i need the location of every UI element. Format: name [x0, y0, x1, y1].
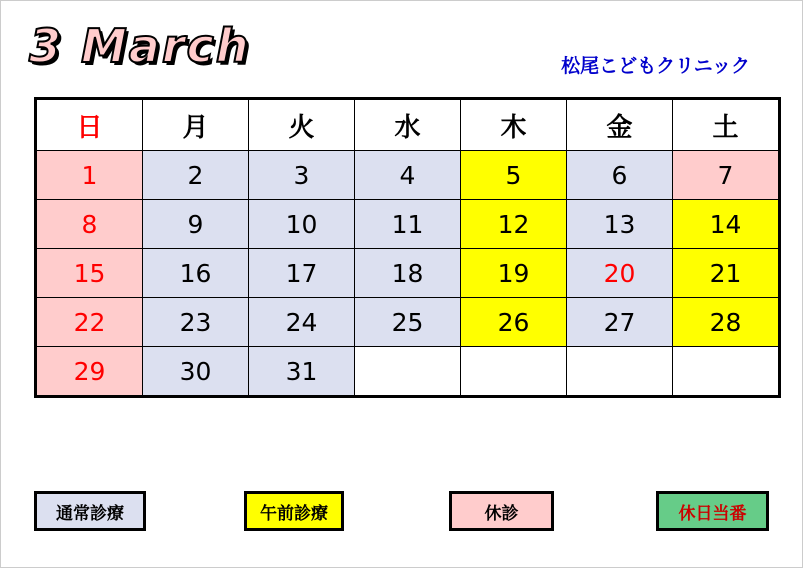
calendar-day-cell[interactable]: 17 [249, 249, 355, 298]
calendar-week-row [36, 200, 780, 249]
calendar-day-cell[interactable]: 28 [673, 298, 780, 347]
calendar-day-cell[interactable]: 13 [567, 200, 673, 249]
legend-item-morning [244, 491, 344, 531]
calendar-day-cell[interactable]: 9 [143, 200, 249, 249]
weekday-header-tue: 火 [249, 99, 355, 151]
legend-label: 午前診療 [260, 503, 328, 524]
calendar-day-cell[interactable]: 4 [355, 151, 461, 200]
calendar-day-cell[interactable]: 14 [673, 200, 780, 249]
weekday-header-sat: 土 [673, 99, 780, 151]
calendar-day-cell[interactable]: 21 [673, 249, 780, 298]
calendar-day-cell[interactable]: 16 [143, 249, 249, 298]
calendar-day-cell[interactable]: 8 [36, 200, 143, 249]
calendar-day-cell[interactable]: 3 [249, 151, 355, 200]
clinic-name: 松尾こどもクリニック [561, 55, 750, 77]
calendar-week-row [36, 298, 780, 347]
weekday-header-fri: 金 [567, 99, 673, 151]
legend-label: 休日当番 [678, 503, 747, 524]
weekday-header-wed: 水 [355, 99, 461, 151]
legend-label: 休診 [484, 503, 519, 524]
legend-item-normal [34, 491, 146, 531]
calendar-day-cell[interactable]: 10 [249, 200, 355, 249]
calendar-day-cell[interactable]: 27 [567, 298, 673, 347]
calendar-day-cell[interactable]: 12 [461, 200, 567, 249]
calendar-body [36, 151, 780, 397]
weekday-header-mon: 月 [143, 99, 249, 151]
calendar-day-cell[interactable]: 1 [36, 151, 143, 200]
calendar-day-cell[interactable]: 31 [249, 347, 355, 397]
calendar-day-cell[interactable]: 22 [36, 298, 143, 347]
month-calendar [34, 97, 781, 398]
calendar-day-cell[interactable]: 2 [143, 151, 249, 200]
calendar-empty-cell [461, 347, 567, 397]
calendar-empty-cell [567, 347, 673, 397]
calendar-empty-cell [673, 347, 780, 397]
calendar-day-cell[interactable]: 6 [567, 151, 673, 200]
calendar-day-cell[interactable]: 30 [143, 347, 249, 397]
calendar-day-cell[interactable]: 26 [461, 298, 567, 347]
calendar-day-cell[interactable]: 20 [567, 249, 673, 298]
calendar-day-cell[interactable]: 29 [36, 347, 143, 397]
calendar-week-row [36, 151, 780, 200]
calendar-week-row [36, 249, 780, 298]
legend-label: 通常診療 [56, 503, 124, 524]
calendar-day-cell[interactable]: 18 [355, 249, 461, 298]
calendar-day-cell[interactable]: 15 [36, 249, 143, 298]
weekday-header-sun: 日 [36, 99, 143, 151]
calendar-day-cell[interactable]: 7 [673, 151, 780, 200]
calendar-header-row [36, 99, 780, 151]
calendar-day-cell[interactable]: 24 [249, 298, 355, 347]
calendar-week-row [36, 347, 780, 397]
legend-item-closed [449, 491, 554, 531]
legend-item-holiday-duty [656, 491, 769, 531]
calendar-day-cell[interactable]: 11 [355, 200, 461, 249]
calendar-day-cell[interactable]: 25 [355, 298, 461, 347]
calendar-day-cell[interactable]: 5 [461, 151, 567, 200]
calendar-day-cell[interactable]: 19 [461, 249, 567, 298]
weekday-header-thu: 木 [461, 99, 567, 151]
calendar-day-cell[interactable]: 23 [143, 298, 249, 347]
calendar-empty-cell [355, 347, 461, 397]
page-title: 3 March [29, 19, 251, 73]
